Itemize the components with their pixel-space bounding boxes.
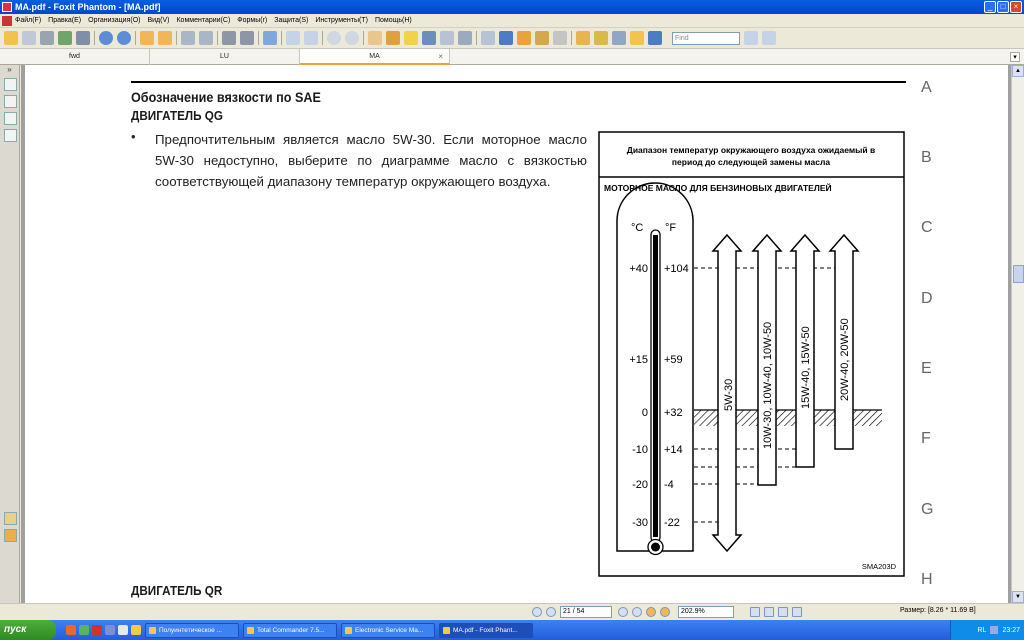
menu-help[interactable]: Помощь(H) (374, 17, 412, 24)
tab-label: MA (369, 53, 380, 60)
task-browser[interactable] (145, 623, 239, 638)
clock: 23:27 (1002, 626, 1020, 634)
task-label: Total Commander 7.5... (257, 626, 325, 634)
diagram-header-line2: период до следующей замены масла (671, 157, 831, 167)
nav-forward-icon[interactable] (660, 607, 670, 617)
scroll-thumb[interactable] (1013, 265, 1024, 283)
menu-protect[interactable]: Защита(S) (274, 17, 309, 24)
edit-document-icon[interactable] (499, 31, 513, 45)
zoom-input[interactable]: 202.9% (678, 606, 734, 618)
language-indicator[interactable]: RL (977, 626, 987, 634)
fahrenheit-tick-minus22: -22 (664, 517, 680, 529)
oil-label-10w: 10W-30, 10W-40, 10W-50 (762, 321, 774, 449)
quicklaunch-icon[interactable] (105, 625, 115, 635)
celsius-tick-minus10: -10 (632, 444, 648, 456)
arrow-tool-icon[interactable] (648, 31, 662, 45)
user-stamp-icon[interactable] (517, 31, 531, 45)
menu-view[interactable]: Вид(V) (147, 17, 170, 24)
signatures-icon[interactable] (4, 529, 17, 542)
toolbar-separator (258, 31, 259, 45)
find-previous-icon[interactable] (744, 31, 758, 45)
section-heading: Обозначение вязкости по SAE (131, 89, 321, 105)
page-number-input[interactable]: 21 / 54 (560, 606, 612, 618)
fahrenheit-tick-minus4: -4 (664, 479, 674, 491)
scanner-icon[interactable] (76, 31, 90, 45)
continuous-facing-icon[interactable] (792, 607, 802, 617)
menu-forms[interactable]: Формы(r) (237, 17, 268, 24)
fahrenheit-unit: °F (665, 222, 677, 234)
prev-page-icon[interactable] (546, 607, 556, 617)
print-icon[interactable] (40, 31, 54, 45)
toolbar-separator (363, 31, 364, 45)
quicklaunch-icon[interactable] (131, 625, 141, 635)
toolbar (0, 28, 1024, 49)
fahrenheit-tick-plus104: +104 (664, 263, 689, 275)
side-letter-e: E (921, 360, 932, 377)
forward-arrow-icon[interactable] (158, 31, 172, 45)
document-viewport[interactable] (21, 65, 1011, 603)
menu-comments[interactable]: Комментарии(C) (176, 17, 231, 24)
bookmarks-icon[interactable] (4, 78, 17, 91)
scroll-down-icon[interactable]: ▼ (1012, 591, 1024, 603)
document-icon (2, 16, 12, 26)
diagram-header-line1: Диапазон температур окружающего воздуха ожидаемый в (626, 145, 876, 155)
system-tray (950, 620, 1024, 640)
menu-edit[interactable]: Правка(E) (48, 17, 82, 24)
nav-back-icon[interactable] (646, 607, 656, 617)
celsius-tick-minus30: -30 (632, 517, 648, 529)
toolbar-separator (135, 31, 136, 45)
save-icon[interactable] (22, 31, 36, 45)
single-page-icon[interactable] (750, 607, 760, 617)
tab-lu[interactable] (150, 49, 300, 65)
paragraph-text: Предпочтительным является масло 5W-30. Если моторное масло 5W-30 недоступно, выберите по диаграмме масло с вязкостью соответствующей диапазону температур окружающего воздуха. (155, 132, 587, 189)
back-arrow-icon[interactable] (140, 31, 154, 45)
scroll-up-icon[interactable]: ▲ (1012, 65, 1024, 77)
find-input[interactable]: Find (672, 32, 740, 45)
vertical-scrollbar[interactable] (1011, 65, 1024, 603)
side-letter-g: G (921, 501, 934, 518)
note-icon[interactable] (576, 31, 590, 45)
form-icon[interactable] (481, 31, 495, 45)
text-select-icon[interactable] (440, 31, 454, 45)
toolbar-separator (571, 31, 572, 45)
side-letter-a: A (921, 79, 932, 96)
zoom-out-icon[interactable] (327, 31, 341, 45)
expand-panel-icon[interactable]: » (7, 65, 12, 74)
side-letter-d: D (921, 290, 933, 307)
maximize-button[interactable]: □ (997, 1, 1009, 13)
fahrenheit-tick-plus32: +32 (664, 407, 683, 419)
open-folder-icon[interactable] (4, 31, 18, 45)
tab-close-icon[interactable]: × (438, 52, 443, 61)
oil-viscosity-diagram (598, 131, 905, 577)
annotations-icon[interactable] (4, 112, 17, 125)
binoculars-icon[interactable] (422, 31, 436, 45)
toolbar-separator (217, 31, 218, 45)
browser-icon[interactable] (66, 625, 76, 635)
lock-icon[interactable] (553, 31, 567, 45)
diagram-subheader: МОТОРНОЕ МАСЛО ДЛЯ БЕНЗИНОВЫХ ДВИГАТЕЛЕЙ (604, 183, 832, 193)
window-controls (984, 1, 1022, 13)
snapshot-icon[interactable] (386, 31, 400, 45)
find-next-icon[interactable] (762, 31, 776, 45)
quicklaunch-icon[interactable] (79, 625, 89, 635)
thermometer-bulb-fill (651, 543, 660, 552)
fit-width-icon[interactable] (304, 31, 318, 45)
toolbar-separator (476, 31, 477, 45)
quicklaunch-icon[interactable] (92, 625, 102, 635)
undo-icon[interactable] (222, 31, 236, 45)
last-page-icon[interactable] (632, 607, 642, 617)
task-electronic-service[interactable] (341, 623, 435, 638)
attachments-icon[interactable] (4, 512, 17, 525)
celsius-tick-0: 0 (641, 407, 648, 419)
page-size-readout: Размер: [8.26 * 11.69 B] (900, 607, 976, 614)
fahrenheit-tick-plus59: +59 (664, 354, 683, 366)
diagram-code: SMA203D (861, 562, 896, 571)
zoom-in-icon[interactable] (345, 31, 359, 45)
tab-list-chevron-icon[interactable]: ▾ (1010, 52, 1020, 62)
zoom-icon[interactable] (263, 31, 277, 45)
window-title: MA.pdf - Foxit Phantom - [MA.pdf] (15, 2, 161, 12)
tab-ma[interactable] (300, 49, 450, 65)
comment-icon[interactable] (630, 31, 644, 45)
next-page-icon[interactable] (117, 31, 131, 45)
next-page-icon[interactable] (618, 607, 628, 617)
section-subheading: ДВИГАТЕЛЬ QG (131, 108, 223, 123)
redo-icon[interactable] (240, 31, 254, 45)
close-button[interactable]: × (1010, 1, 1022, 13)
menu-tools[interactable]: Инструменты(T) (315, 17, 368, 24)
image-select-icon[interactable] (458, 31, 472, 45)
tab-label: LU (220, 53, 229, 60)
tab-label: fwd (69, 53, 80, 60)
quicklaunch-icon[interactable] (118, 625, 128, 635)
footer-heading: ДВИГАТЕЛЬ QR (131, 583, 223, 598)
continuous-icon[interactable] (764, 607, 774, 617)
heading-rule (131, 81, 906, 83)
minimize-button[interactable]: _ (984, 1, 996, 13)
task-foxit[interactable] (439, 623, 533, 638)
pdf-page (25, 65, 1008, 603)
fit-page-icon[interactable] (286, 31, 300, 45)
foxit-app-icon (2, 2, 12, 12)
window-title-bar (0, 0, 1024, 14)
start-button[interactable] (0, 620, 56, 640)
thermometer-column (653, 235, 658, 537)
celsius-unit: °C (631, 222, 644, 234)
bullet-mark: • (131, 129, 136, 144)
toolbar-separator (94, 31, 95, 45)
oil-label-20w: 20W-40, 20W-50 (839, 318, 851, 401)
toolbar-separator (281, 31, 282, 45)
oil-label-5w30: 5W-30 (723, 378, 735, 411)
task-total-commander[interactable] (243, 623, 337, 638)
menu-file[interactable]: Файл(F) (15, 17, 42, 24)
menu-bar (0, 14, 1024, 28)
network-icon[interactable] (990, 626, 998, 634)
status-bar (0, 603, 1024, 620)
previous-page-icon[interactable] (99, 31, 113, 45)
side-letter-c: C (921, 219, 933, 236)
celsius-tick-plus15: +15 (629, 354, 648, 366)
sign-icon[interactable] (535, 31, 549, 45)
side-letter-b: B (921, 149, 932, 166)
oil-label-15w: 15W-40, 15W-50 (800, 326, 812, 409)
page-layout-icon[interactable] (181, 31, 195, 45)
windows-taskbar (0, 620, 1024, 640)
task-label: Полуинтетическое ... (159, 626, 222, 634)
task-label: Electronic Service Ma... (355, 626, 424, 634)
rotate-page-icon[interactable] (199, 31, 213, 45)
document-tabs (0, 49, 1024, 65)
email-icon[interactable] (58, 31, 72, 45)
first-page-icon[interactable] (532, 607, 542, 617)
facing-icon[interactable] (778, 607, 788, 617)
pages-icon[interactable] (4, 95, 17, 108)
toolbar-separator (322, 31, 323, 45)
typewriter-icon[interactable] (612, 31, 626, 45)
tab-fwd[interactable] (0, 49, 150, 65)
celsius-tick-plus40: +40 (629, 263, 648, 275)
navigation-panel (0, 65, 20, 603)
side-letter-f: F (921, 430, 931, 447)
celsius-tick-minus20: -20 (632, 479, 648, 491)
task-label: MA.pdf - Foxit Phant... (453, 626, 518, 634)
highlight-icon[interactable] (594, 31, 608, 45)
fahrenheit-tick-plus14: +14 (664, 444, 683, 456)
side-letter-h: H (921, 571, 933, 588)
menu-organize[interactable]: Организация(O) (88, 17, 141, 24)
start-label: пуск (4, 624, 27, 635)
toolbar-separator (176, 31, 177, 45)
layers-icon[interactable] (4, 129, 17, 142)
select-arrow-icon[interactable] (404, 31, 418, 45)
hand-tool-icon[interactable] (368, 31, 382, 45)
